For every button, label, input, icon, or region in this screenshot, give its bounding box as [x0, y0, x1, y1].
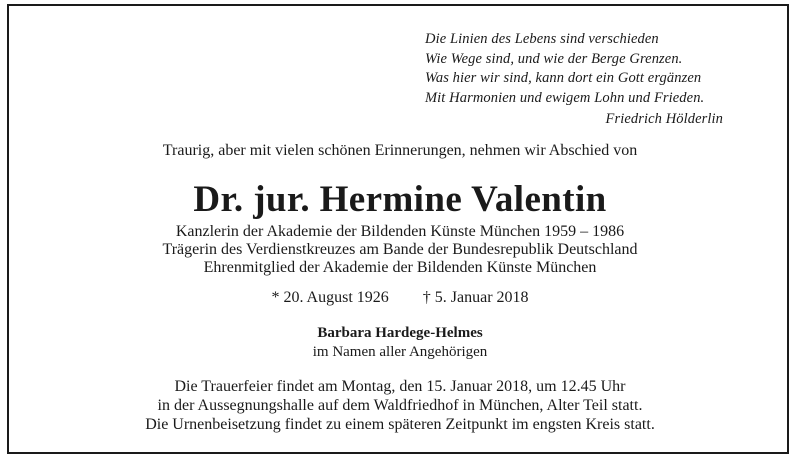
- poem-line: Die Linien des Lebens sind verschieden: [425, 31, 659, 47]
- life-dates: [0, 289, 800, 307]
- signer-block: [0, 324, 800, 362]
- roles-block: [0, 223, 800, 277]
- birth-date: * 20. August 1926: [271, 289, 389, 306]
- ceremony-line: in der Aussegnungshalle auf dem Waldfriedhof in München, Alter Teil statt.: [157, 397, 643, 414]
- poem-block: [425, 30, 745, 130]
- ceremony-line: Die Trauerfeier findet am Montag, den 15. Januar 2018, um 12.45 Uhr: [174, 378, 626, 395]
- role-line: Kanzlerin der Akademie der Bildenden Künste München 1959 – 1986: [175, 223, 625, 240]
- role-line: Trägerin des Verdienstkreuzes am Bande der Bundesrepublik Deutschland: [162, 241, 638, 258]
- role-line: Ehrenmitglied der Akademie der Bildenden Künste München: [203, 259, 597, 276]
- ceremony-line: Die Urnenbeisetzung findet zu einem späteren Zeitpunkt im engsten Kreis statt.: [145, 416, 655, 433]
- poem-line: Wie Wege sind, und wie der Berge Grenzen.: [425, 50, 683, 67]
- signer-name: Barbara Hardege-Helmes: [317, 325, 483, 341]
- ceremony-block: [0, 377, 800, 434]
- poem-line: Mit Harmonien und ewigem Lohn und Frieden.: [425, 89, 705, 106]
- intro-text: Traurig, aber mit vielen schönen Erinnerungen, nehmen wir Abschied von: [162, 142, 638, 159]
- poem-author: Friedrich Hölderlin: [605, 111, 723, 127]
- poem-line: Was hier wir sind, kann dort ein Gott ergänzen: [425, 70, 702, 86]
- signer-note: im Namen aller Angehörigen: [312, 344, 488, 360]
- death-date: † 5. Januar 2018: [422, 289, 529, 306]
- deceased-name: Dr. jur. Hermine Valentin: [193, 179, 607, 220]
